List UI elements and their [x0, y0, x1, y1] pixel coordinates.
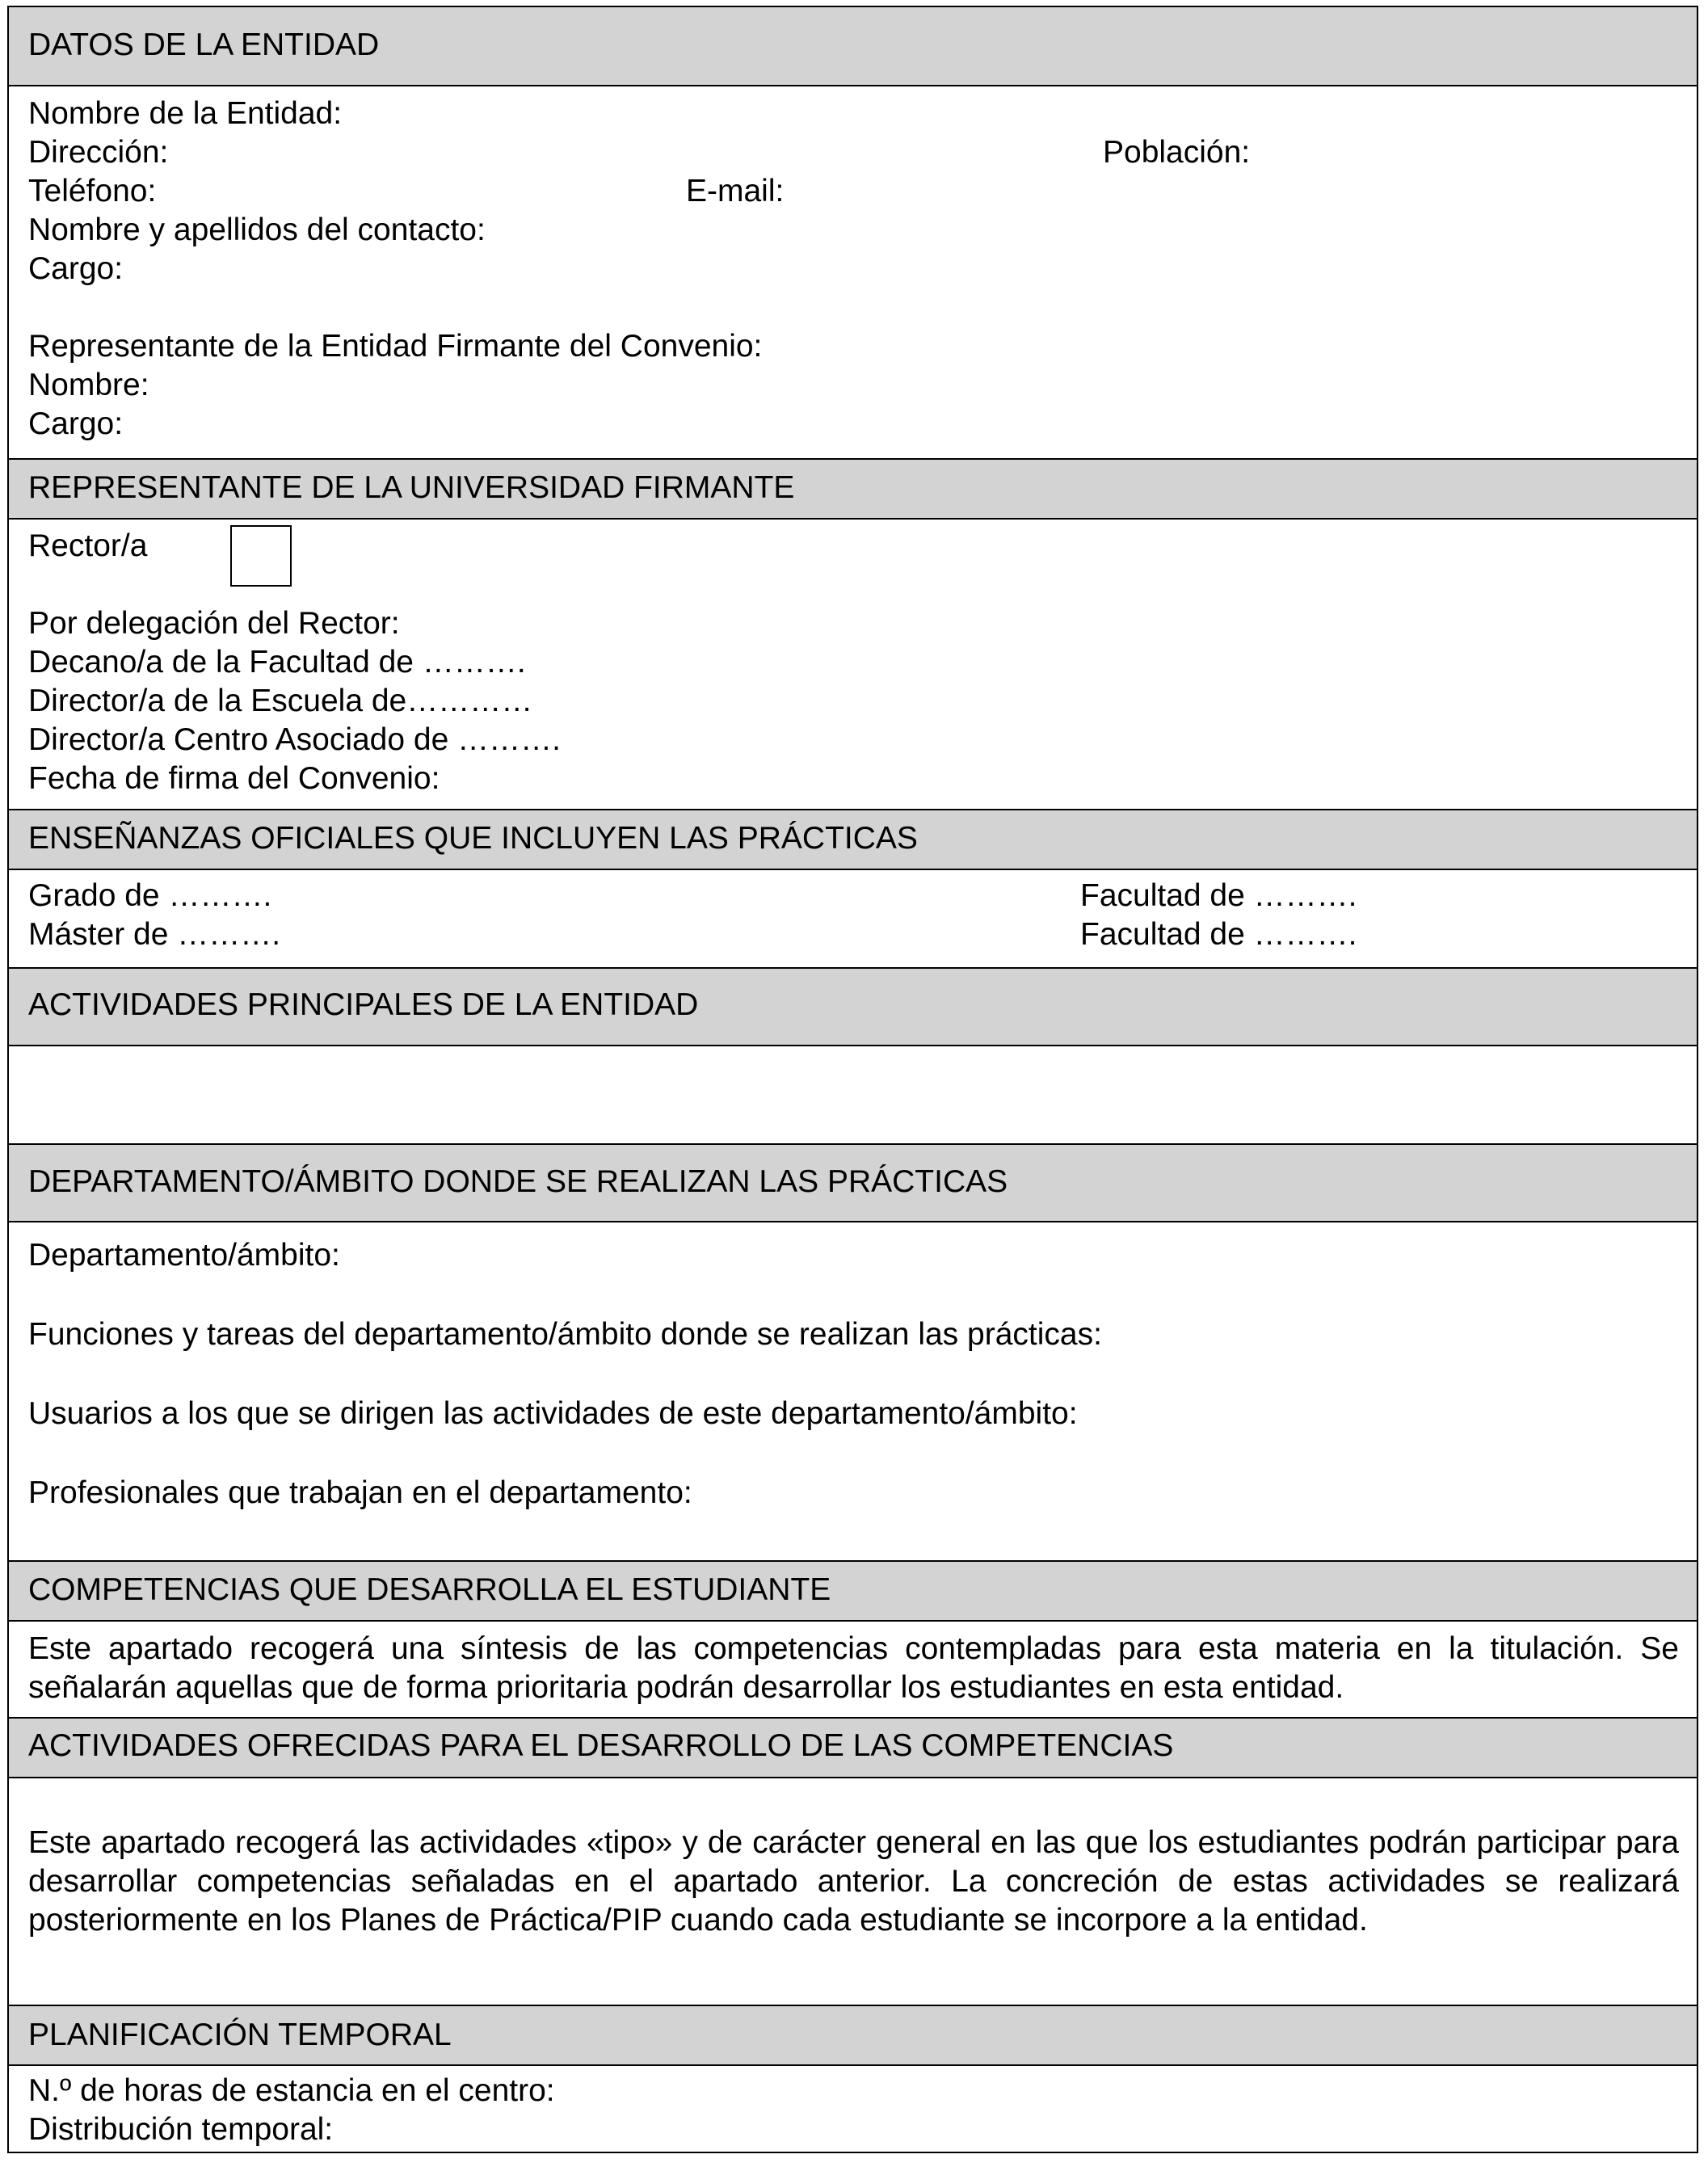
field-distribucion[interactable]: Distribución temporal:	[28, 2112, 334, 2147]
section-body-representante-universidad	[9, 518, 1697, 809]
rector-checkbox[interactable]	[230, 525, 292, 587]
field-facultad-master[interactable]: Facultad de ……….	[1080, 917, 1357, 952]
label-rector: Rector/a	[28, 528, 148, 563]
practice-agreement-form	[7, 6, 1698, 2153]
section-title: ENSEÑANZAS OFICIALES QUE INCLUYEN LAS PRÁCTICAS	[28, 821, 918, 856]
label-delegacion: Por delegación del Rector:	[28, 606, 400, 641]
field-telefono[interactable]: Teléfono:	[28, 174, 157, 208]
field-decano[interactable]: Decano/a de la Facultad de ……….	[28, 645, 526, 680]
competencias-text: Este apartado recogerá una síntesis de las competencias contempladas para esta materia en la titulación. Se señalarán aquellas que de forma prioritaria podrán desarrollar los estudiantes en esta entidad.	[28, 1631, 1679, 1705]
section-header-actividades-ofrecidas	[9, 1717, 1697, 1777]
field-email[interactable]: E-mail:	[686, 174, 785, 208]
section-title: PLANIFICACIÓN TEMPORAL	[28, 2018, 452, 2052]
actividades-ofrecidas-text: Este apartado recogerá las actividades «tipo» y de carácter general en las que los estudiantes podrán participar para desarrollar competencias señaladas en el apartado anterior. La concreción de estas actividades se realizará posteriormente en los Planes de Práctica/PIP cuando cada estudiante se incorpore a la entidad.	[28, 1825, 1679, 1938]
label-representante-entidad: Representante de la Entidad Firmante del Convenio:	[28, 329, 763, 364]
field-fecha-firma[interactable]: Fecha de firma del Convenio:	[28, 761, 440, 796]
section-body-ensenanzas	[9, 869, 1697, 967]
section-header-departamento	[9, 1143, 1697, 1221]
section-title: REPRESENTANTE DE LA UNIVERSIDAD FIRMANTE	[28, 470, 795, 505]
field-master[interactable]: Máster de ……….	[28, 917, 281, 952]
field-representante-cargo[interactable]: Cargo:	[28, 406, 124, 441]
field-funciones[interactable]: Funciones y tareas del departamento/ámbito donde se realizan las prácticas:	[28, 1317, 1102, 1352]
field-representante-nombre[interactable]: Nombre:	[28, 368, 149, 402]
section-header-competencias	[9, 1560, 1697, 1620]
field-horas[interactable]: N.º de horas de estancia en el centro:	[28, 2073, 555, 2108]
field-director-centro[interactable]: Director/a Centro Asociado de ……….	[28, 722, 561, 757]
section-header-planificacion	[9, 2005, 1697, 2064]
section-body-planificacion	[9, 2064, 1697, 2153]
section-body-departamento	[9, 1221, 1697, 1560]
section-body-competencias	[9, 1620, 1697, 1717]
field-cargo[interactable]: Cargo:	[28, 251, 124, 286]
field-profesionales[interactable]: Profesionales que trabajan en el departamento:	[28, 1475, 692, 1510]
section-body-datos-entidad	[9, 85, 1697, 458]
field-director-escuela[interactable]: Director/a de la Escuela de…………	[28, 684, 533, 718]
section-body-actividades-ofrecidas	[9, 1777, 1697, 2005]
field-poblacion[interactable]: Población:	[1103, 135, 1251, 170]
field-direccion[interactable]: Dirección:	[28, 135, 169, 170]
field-usuarios[interactable]: Usuarios a los que se dirigen las actividades de este departamento/ámbito:	[28, 1396, 1078, 1431]
section-title: COMPETENCIAS QUE DESARROLLA EL ESTUDIANTE	[28, 1572, 831, 1607]
field-nombre-entidad[interactable]: Nombre de la Entidad:	[28, 96, 343, 131]
section-header-ensenanzas	[9, 809, 1697, 869]
section-header-representante-universidad	[9, 458, 1697, 518]
section-header-datos-entidad	[9, 7, 1697, 85]
field-facultad-grado[interactable]: Facultad de ……….	[1080, 878, 1357, 913]
section-title: DEPARTAMENTO/ÁMBITO DONDE SE REALIZAN LAS PRÁCTICAS	[28, 1164, 1008, 1199]
field-grado[interactable]: Grado de ……….	[28, 878, 272, 913]
section-header-actividades-principales	[9, 967, 1697, 1045]
field-departamento[interactable]: Departamento/ámbito:	[28, 1238, 340, 1273]
section-title: ACTIVIDADES OFRECIDAS PARA EL DESARROLLO DE LAS COMPETENCIAS	[28, 1728, 1174, 1763]
field-contacto[interactable]: Nombre y apellidos del contacto:	[28, 212, 486, 247]
section-title: ACTIVIDADES PRINCIPALES DE LA ENTIDAD	[28, 987, 699, 1022]
section-title: DATOS DE LA ENTIDAD	[28, 27, 380, 62]
actividades-principales-field[interactable]	[9, 1045, 1697, 1143]
